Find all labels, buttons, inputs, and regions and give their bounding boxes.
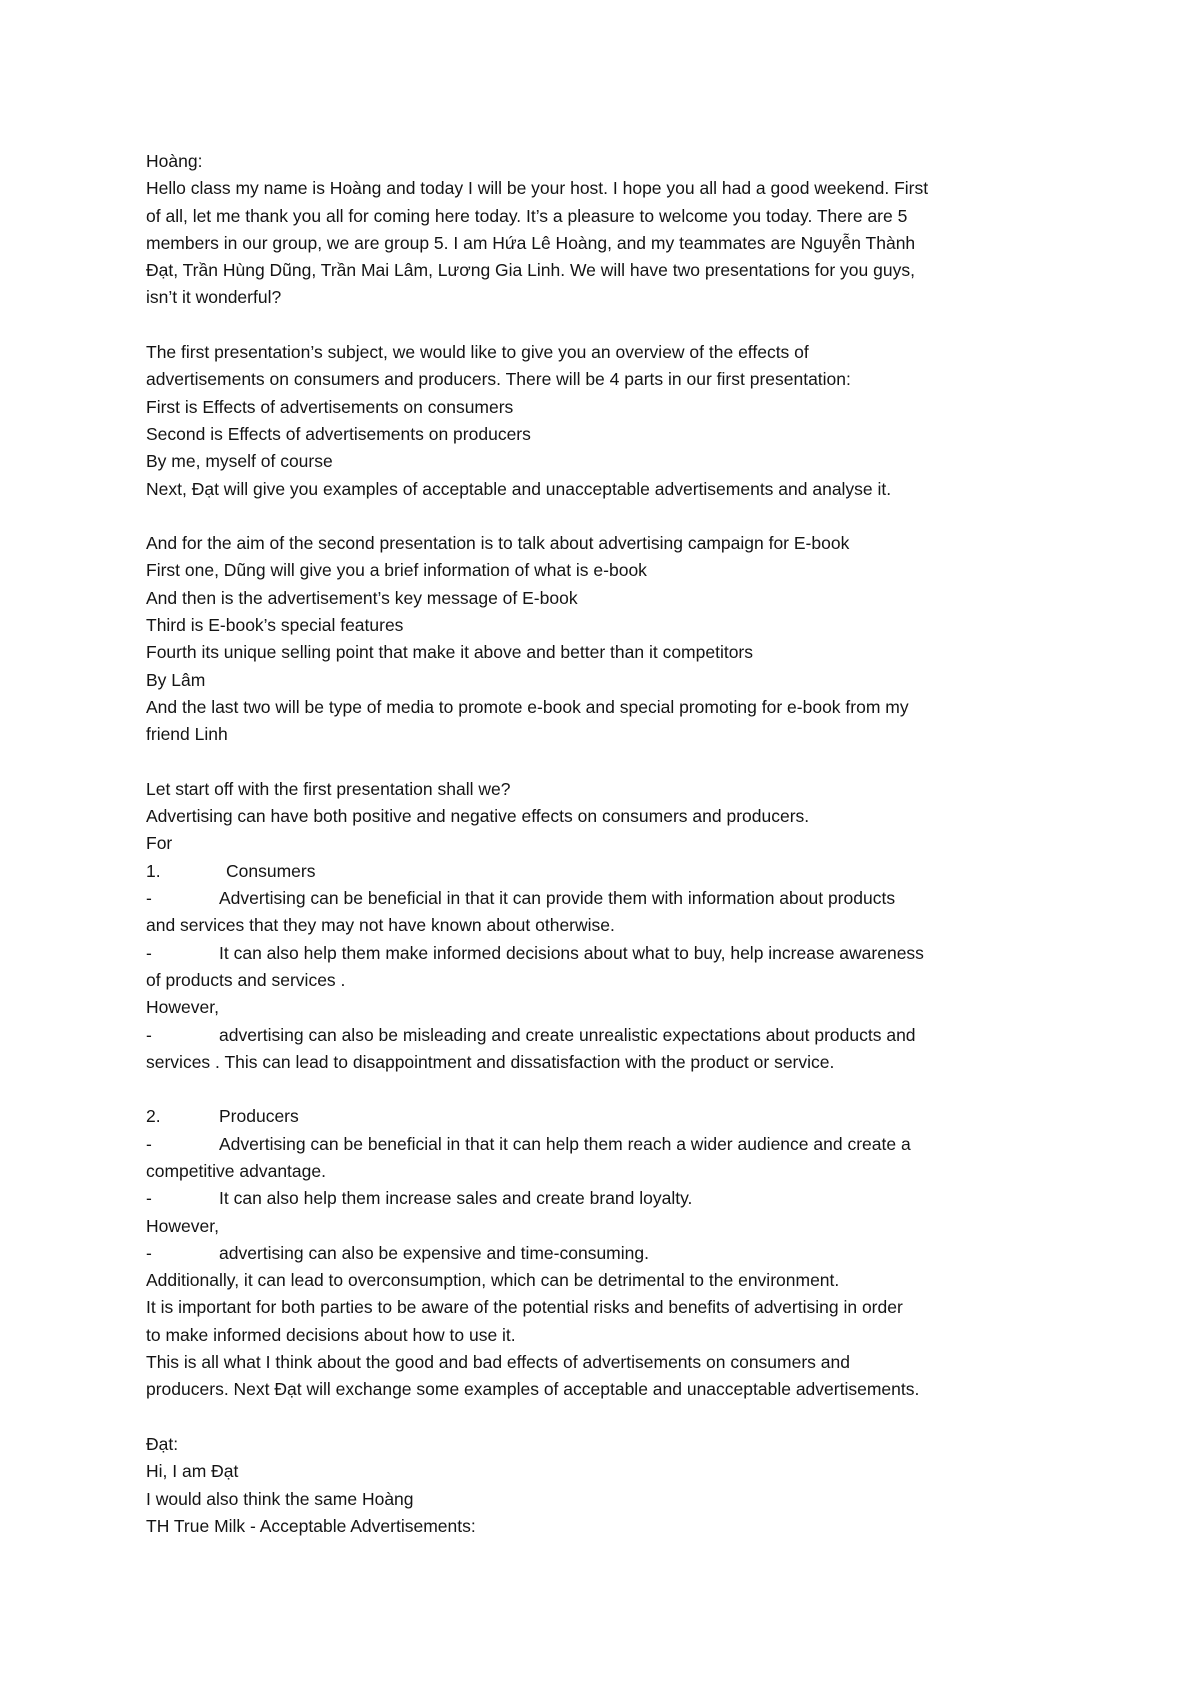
bullet-line [146,1022,1076,1049]
second-presentation-line: And then is the advertisement’s key message of E-book [146,587,578,608]
second-presentation-line: And the last two will be type of media to promote e-book and special promoting for e-book from my [146,696,909,717]
bullet-continuation: and services that they may not have known about otherwise. [146,915,615,936]
bullet-line [146,940,1076,967]
second-presentation-line: And for the aim of the second presentation is to talk about advertising campaign for E-book [146,533,850,554]
second-presentation-line: By Lâm [146,669,206,690]
second-presentation-line: Third is E-book’s special features [146,615,404,636]
bullet-text: It can also help them increase sales and create brand loyalty. [219,1188,693,1209]
list-number: 2. [146,1106,161,1127]
bullet-line [146,1185,1076,1212]
dat-line: I would also think the same Hoàng [146,1488,414,1509]
paragraph-gap [146,1076,1076,1103]
first-presentation-line: Second is Effects of advertisements on producers [146,423,531,444]
bullet-dash: - [146,888,152,909]
however-line: However, [146,1215,219,1236]
bullet-line [146,1240,1076,1267]
paragraph-gap [146,312,1076,339]
start-line: Let start off with the first presentation shall we? [146,778,511,799]
however-line: However, [146,997,219,1018]
bullet-continuation: competitive advantage. [146,1160,326,1181]
start-line: Advertising can have both positive and negative effects on consumers and producers. [146,806,810,827]
conclusion-line: This is all what I think about the good and bad effects of advertisements on consumers and [146,1352,850,1373]
speaker-label-hoang: Hoàng: [146,151,203,171]
bullet-dash: - [146,1024,152,1045]
intro-line: isn’t it wonderful? [146,287,282,308]
intro-line: Đạt, Trần Hùng Dũng, Trần Mai Lâm, Lương Gia Linh. We will have two presentations for you guys, [146,260,915,281]
paragraph-gap [146,749,1076,776]
first-presentation-line: By me, myself of course [146,451,333,472]
first-presentation-line: advertisements on consumers and producers. There will be 4 parts in our first presentation: [146,369,851,390]
bullet-dash: - [146,1133,152,1154]
section-title: Producers [219,1106,299,1127]
conclusion-line: producers. Next Đạt will exchange some examples of acceptable and unacceptable advertisements. [146,1379,920,1400]
bullet-text: Advertising can be beneficial in that it can help them reach a wider audience and create a [219,1133,911,1154]
bullet-text: It can also help them make informed decisions about what to buy, help increase awareness [219,942,924,963]
bullet-line [146,885,1076,912]
bullet-continuation: services . This can lead to disappointment and dissatisfaction with the product or service. [146,1051,835,1072]
intro-line: of all, let me thank you all for coming here today. It’s a pleasure to welcome you today. There are 5 [146,205,908,226]
dat-line: TH True Milk - Acceptable Advertisements: [146,1515,476,1536]
bullet-dash: - [146,1242,152,1263]
conclusion-line: Additionally, it can lead to overconsumption, which can be detrimental to the environment. [146,1270,840,1291]
first-presentation-line: Next, Đạt will give you examples of acceptable and unacceptable advertisements and analyse it. [146,478,892,499]
document-page [146,148,1076,1540]
bullet-text: Advertising can be beneficial in that it can provide them with information about products [219,888,896,909]
list-number: 1. [146,860,161,881]
bullet-continuation: of products and services . [146,969,346,990]
start-line: For [146,833,173,854]
first-presentation-line: First is Effects of advertisements on consumers [146,396,514,417]
intro-line: Hello class my name is Hoàng and today I will be your host. I hope you all had a good weekend. First [146,178,929,199]
section-title: Consumers [226,860,316,881]
first-presentation-line: The first presentation’s subject, we would like to give you an overview of the effects of [146,342,809,363]
second-presentation-line: First one, Dũng will give you a brief information of what is e-book [146,560,647,581]
dat-line: Hi, I am Đạt [146,1461,239,1482]
conclusion-line: to make informed decisions about how to use it. [146,1324,516,1345]
consumers-heading [146,858,1076,885]
bullet-text: advertising can also be misleading and create unrealistic expectations about products and [219,1024,916,1045]
conclusion-line: It is important for both parties to be aware of the potential risks and benefits of advertising in order [146,1297,903,1318]
bullet-text: advertising can also be expensive and time-consuming. [219,1242,649,1263]
second-presentation-line: friend Linh [146,724,228,745]
speaker-label-dat: Đạt: [146,1433,179,1454]
paragraph-gap [146,1404,1076,1431]
intro-line: members in our group, we are group 5. I am Hứa Lê Hoàng, and my teammates are Nguyễn Thành [146,232,916,253]
bullet-dash: - [146,942,152,963]
second-presentation-line: Fourth its unique selling point that make it above and better than it competitors [146,642,754,663]
bullet-dash: - [146,1188,152,1209]
producers-heading [146,1103,1076,1130]
bullet-line [146,1131,1076,1158]
paragraph-gap [146,503,1076,530]
